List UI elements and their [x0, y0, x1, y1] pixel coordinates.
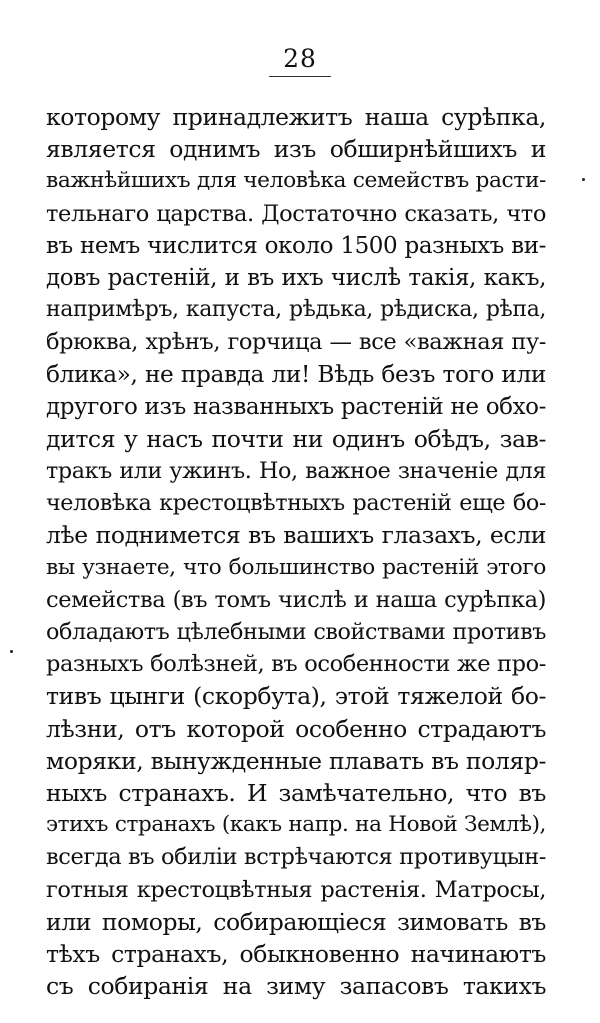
text-line: важнѣйшихъ для человѣка семействъ расти-	[46, 168, 546, 194]
text-line: въ немъ числится около 1500 разныхъ ви-	[46, 232, 546, 259]
text-line: вы узнаете, что большинство растенiй этого	[46, 554, 546, 580]
print-speck	[10, 650, 13, 653]
text-line: которому принадлежитъ наша сурѣпка,	[46, 103, 546, 131]
page-number: 28	[283, 44, 317, 73]
text-line: всегда въ обилiи встрѣчаются противуцын-	[46, 844, 546, 871]
text-line: дится у насъ почти ни одинъ обѣдъ, зав-	[46, 424, 546, 453]
text-line: блика», не правда ли! Вѣдь безъ того или	[46, 360, 546, 388]
text-line: разныхъ болѣзней, въ особенности же про-	[46, 651, 546, 678]
text-line: тракъ или ужинъ. Но, важное значенiе для	[46, 458, 546, 485]
text-line: семейства (въ томъ числѣ и наша сурѣпка)	[46, 586, 546, 613]
text-line: съ собиранiя на зиму запасовъ такихъ	[46, 972, 546, 1001]
text-line: брюква, хрѣнъ, горчица — все «важная пу-	[46, 329, 546, 356]
text-line: напримѣръ, капуста, рѣдька, рѣдиска, рѣпа,	[46, 297, 546, 323]
text-line: другого изъ названныхъ растенiй не обхо-	[46, 393, 546, 420]
text-line: готныя крестоцвѣтныя растенiя. Матросы,	[46, 876, 546, 903]
text-line: человѣка крестоцвѣтныхъ растенiй еще бо-	[46, 490, 546, 517]
text-line: или поморы, собирающiеся зимовать въ	[46, 907, 546, 936]
text-line: этихъ странахъ (какъ напр. на Новой Землѣ),	[46, 812, 546, 838]
print-speck	[582, 178, 585, 181]
header-rule	[269, 76, 331, 77]
text-line: тѣхъ странахъ, обыкновенно начинаютъ	[46, 939, 546, 968]
text-line: является однимъ изъ обширнѣйшихъ и	[46, 135, 546, 164]
text-line: моряки, вынужденные плавать въ поляр-	[46, 746, 546, 775]
text-line: тельнаго царства. Достаточно сказать, что	[46, 200, 546, 227]
text-line: обладаютъ цѣлебными свойствами противъ	[46, 619, 546, 645]
text-line: лѣзни, отъ которой особенно страдаютъ	[46, 714, 546, 743]
text-line: тивъ цынги (скорбута), этой тяжелой бо-	[46, 682, 546, 711]
text-line: лѣе поднимется въ вашихъ глазахъ, если	[46, 521, 546, 550]
text-line: ныхъ странахъ. И замѣчательно, что въ	[46, 778, 546, 807]
body-text	[46, 101, 546, 1002]
text-line: довъ растенiй, и въ ихъ числѣ такiя, какъ,	[46, 264, 546, 291]
